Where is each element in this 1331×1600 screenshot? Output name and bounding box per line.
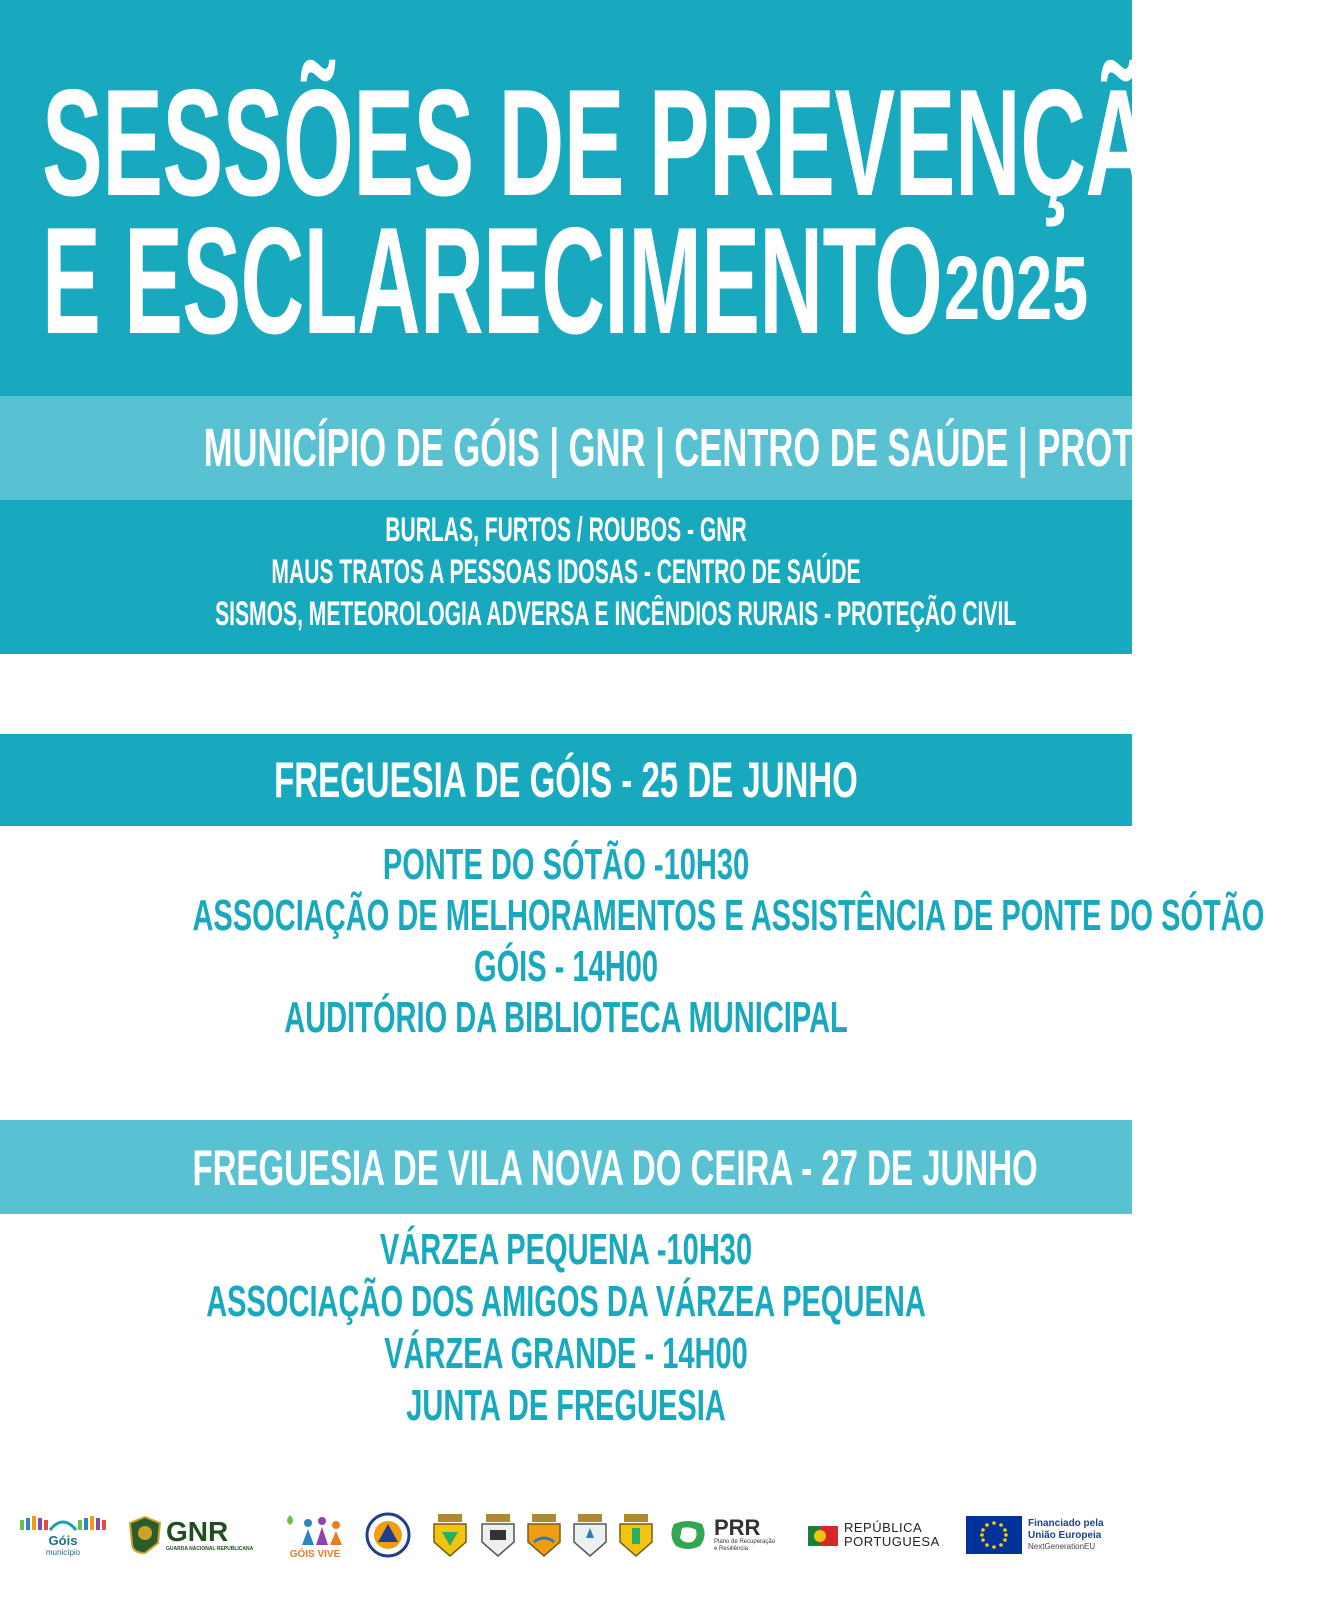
prr-logo-name: PRR (714, 1515, 761, 1540)
republica-portuguesa-logo (806, 1500, 946, 1570)
parish-crest-icon (570, 1512, 610, 1558)
prr-logo (668, 1500, 786, 1570)
protecao-civil-logo (365, 1500, 413, 1570)
session-1-title: FREGUESIA DE GÓIS - 25 DE JUNHO (274, 752, 858, 808)
partners-text: MUNICÍPIO DE GÓIS | GNR | CENTRO DE SAÚDE | PROTEÇÃO CIVIL (203, 418, 1331, 478)
eu-flag-icon (966, 1516, 1022, 1554)
crest-gois-logo (570, 1500, 614, 1570)
gnr-logo-sub: GUARDA NACIONAL REPUBLICANA (166, 1545, 254, 1552)
gois-logo-sub: município (45, 1547, 81, 1557)
gois-logo-name: Góis (48, 1532, 78, 1548)
crest-colmeal-logo (524, 1500, 568, 1570)
topic-1: BURLAS, FURTOS / ROUBOS - GNR (385, 511, 747, 549)
gois-vive-people-icon (282, 1511, 348, 1549)
crest-cadafaz-logo (478, 1500, 522, 1570)
session-2-line-3: VÁRZEA GRANDE - 14H00 (384, 1329, 748, 1378)
parish-crest-icon (524, 1512, 564, 1558)
session-2-title: FREGUESIA DE VILA NOVA DO CEIRA - 27 DE JUNHO (192, 1140, 1038, 1196)
session-2-line-2: ASSOCIAÇÃO DOS AMIGOS DA VÁRZEA PEQUENA (206, 1277, 926, 1326)
session-1-line-1: PONTE DO SÓTÃO -10H30 (382, 840, 750, 889)
footer-logos (0, 1500, 1132, 1580)
republica-line-1: REPÚBLICA (844, 1520, 923, 1535)
parish-crest-icon (478, 1512, 518, 1558)
gois-bridge-icon (20, 1514, 106, 1534)
session-1-line-3: GÓIS - 14H00 (474, 942, 658, 991)
session-2-line-4: JUNTA DE FREGUESIA (406, 1381, 726, 1430)
title-line-2: E ESCLARECIMENTO (42, 196, 943, 366)
parish-crest-icon (616, 1512, 656, 1558)
eu-line-1: Financiado pela (1028, 1518, 1104, 1529)
eu-line-3: NextGenerationEU (1028, 1542, 1096, 1551)
title-year: 2025 (943, 239, 1088, 339)
gnr-logo (128, 1500, 258, 1570)
crest-vila-nova-logo (616, 1500, 660, 1570)
gois-municipio-logo (18, 1500, 108, 1570)
session-1-header (0, 734, 1132, 826)
protecao-civil-emblem-icon (365, 1512, 411, 1558)
gois-vive-logo-name: GÓIS VIVE (289, 1548, 341, 1560)
prr-map-icon (668, 1518, 710, 1552)
eu-funding-logo (966, 1500, 1116, 1570)
gois-vive-logo (280, 1500, 350, 1570)
session-1-line-4: AUDITÓRIO DA BIBLIOTECA MUNICIPAL (284, 993, 848, 1042)
title-line-1: SESSÕES DE PREVENÇÃO (42, 58, 1221, 228)
portugal-flag-icon (806, 1518, 840, 1552)
session-1-line-2: ASSOCIAÇÃO DE MELHORAMENTOS E ASSISTÊNCIA DE PONTE DO SÓTÃO (192, 891, 1265, 940)
prr-logo-sub-1: Plano de Recuperação (714, 1539, 776, 1545)
gnr-crest-icon (128, 1515, 162, 1555)
title-banner (0, 0, 1221, 396)
topic-3: SISMOS, METEOROLOGIA ADVERSA E INCÊNDIOS RURAIS - PROTEÇÃO CIVIL (215, 595, 1017, 633)
gnr-logo-name: GNR (166, 1515, 229, 1547)
partners-band (0, 396, 1331, 500)
topic-2: MAUS TRATOS A PESSOAS IDOSAS - CENTRO DE SAÚDE (271, 553, 861, 591)
eu-line-2: União Europeia (1028, 1530, 1102, 1541)
parish-crest-icon (430, 1512, 470, 1558)
republica-line-2: PORTUGUESA (844, 1534, 940, 1549)
prr-logo-sub-2: e Resiliência (714, 1546, 749, 1552)
session-2-line-1: VÁRZEA PEQUENA -10H30 (379, 1225, 753, 1274)
crest-alvares-logo (430, 1500, 474, 1570)
session-2-header (0, 1120, 1132, 1214)
topics-band (0, 500, 1132, 654)
